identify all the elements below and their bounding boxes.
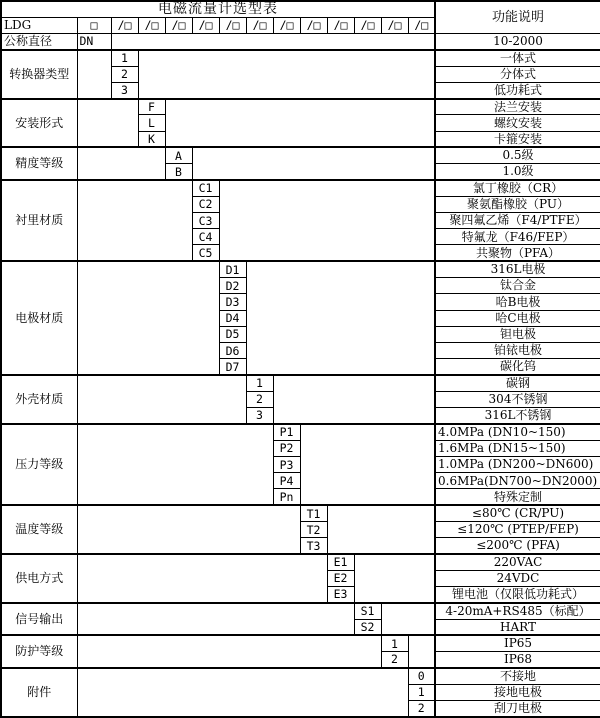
description-cell: 特殊定制 (435, 489, 600, 505)
filler-cell (77, 375, 246, 424)
filler-cell (219, 180, 435, 261)
code-cell: 2 (408, 700, 435, 716)
category-label: 附件 (1, 668, 77, 717)
category-label: 公称直径 (1, 34, 77, 50)
table-row (1, 668, 600, 684)
description-cell: 钛合金 (435, 278, 600, 294)
category-label: 转换器类型 (1, 50, 77, 99)
code-cell: D1 (219, 261, 246, 277)
description-cell: HART (435, 619, 600, 635)
page-title: 电磁流量计选型表 (1, 1, 435, 17)
code-cell: 3 (111, 82, 138, 98)
code-cell: F (138, 99, 165, 115)
category-label: 安装形式 (1, 99, 77, 148)
description-cell: 1.0级 (435, 164, 600, 180)
model-code-slot: /□ (192, 17, 219, 33)
description-cell: 锂电池（仅限低功耗式） (435, 587, 600, 603)
code-cell: 3 (246, 408, 273, 424)
description-cell: ≤120℃ (PTEP/FEP) (435, 522, 600, 538)
filler-cell (77, 261, 219, 375)
description-cell: 316L不锈钢 (435, 408, 600, 424)
description-cell: 聚四氟乙烯（F4/PTFE） (435, 212, 600, 228)
description-cell: 聚氨酯橡胶（PU） (435, 196, 600, 212)
code-cell: T3 (300, 538, 327, 554)
code-cell: S2 (354, 619, 381, 635)
model-code-slot: /□ (219, 17, 246, 33)
description-cell: ≤200℃ (PFA) (435, 538, 600, 554)
filler-cell (77, 99, 138, 148)
filler-cell (77, 603, 354, 636)
description-cell: 碳钢 (435, 375, 600, 391)
description-cell: IP68 (435, 652, 600, 668)
description-cell: 220VAC (435, 554, 600, 570)
code-cell: DN (77, 34, 111, 50)
model-code-slot: /□ (327, 17, 354, 33)
filler-cell (408, 635, 435, 668)
filler-cell (77, 424, 273, 505)
code-cell: Pn (273, 489, 300, 505)
description-cell: 法兰安装 (435, 99, 600, 115)
category-label: 外壳材质 (1, 375, 77, 424)
category-label: 防护等级 (1, 635, 77, 668)
description-cell: 0.6MPa(DN700~DN2000) (435, 473, 600, 489)
filler-cell (77, 668, 408, 717)
filler-cell (77, 635, 381, 668)
table-row (1, 50, 600, 66)
filler-cell (77, 505, 300, 554)
category-label: 精度等级 (1, 147, 77, 180)
model-code-slot: /□ (354, 17, 381, 33)
model-code-slot: /□ (138, 17, 165, 33)
description-cell: 钽电极 (435, 326, 600, 342)
filler-cell (77, 147, 165, 180)
code-cell: P2 (273, 440, 300, 456)
model-code-slot: /□ (273, 17, 300, 33)
filler-cell (273, 375, 435, 424)
model-code-slot: /□ (408, 17, 435, 33)
code-cell: C1 (192, 180, 219, 196)
code-cell: D4 (219, 310, 246, 326)
code-cell: P4 (273, 473, 300, 489)
code-cell: C3 (192, 212, 219, 228)
description-cell: 碳化钨 (435, 359, 600, 375)
description-cell: 哈C电极 (435, 310, 600, 326)
category-label: 温度等级 (1, 505, 77, 554)
description-cell: 铂铱电极 (435, 343, 600, 359)
model-code-slot: /□ (246, 17, 273, 33)
table-row (1, 147, 600, 163)
filler-cell (300, 424, 435, 505)
description-cell: ≤80℃ (CR/PU) (435, 505, 600, 521)
code-cell: C4 (192, 229, 219, 245)
table-row (1, 424, 600, 440)
filler-cell (77, 180, 192, 261)
code-cell: P3 (273, 456, 300, 472)
category-label: 供电方式 (1, 554, 77, 603)
code-cell: B (165, 164, 192, 180)
model-box-slot: □ (77, 17, 111, 33)
code-cell: 2 (111, 66, 138, 82)
filler-cell (138, 50, 435, 99)
code-cell: E2 (327, 570, 354, 586)
code-cell: 2 (246, 391, 273, 407)
description-cell: 低功耗式 (435, 82, 600, 98)
code-cell: 1 (111, 50, 138, 66)
model-code-slot: /□ (381, 17, 408, 33)
table-row (1, 34, 600, 50)
code-cell: E3 (327, 587, 354, 603)
description-cell: 螺纹安装 (435, 115, 600, 131)
code-cell: S1 (354, 603, 381, 619)
code-cell: L (138, 115, 165, 131)
description-cell: 10-2000 (435, 34, 600, 50)
code-cell: D3 (219, 294, 246, 310)
filler-cell (192, 147, 435, 180)
code-cell: P1 (273, 424, 300, 440)
description-cell: 一体式 (435, 50, 600, 66)
code-cell: T2 (300, 522, 327, 538)
code-cell: A (165, 147, 192, 163)
table-row (1, 180, 600, 196)
table-row (1, 99, 600, 115)
model-code-slot: /□ (165, 17, 192, 33)
code-cell: 2 (381, 652, 408, 668)
description-cell: 4-20mA+RS485（标配） (435, 603, 600, 619)
description-cell: 哈B电极 (435, 294, 600, 310)
filler-cell (77, 50, 111, 99)
filler-cell (246, 261, 435, 375)
code-cell: C5 (192, 245, 219, 261)
description-cell: 0.5级 (435, 147, 600, 163)
description-cell: 不接地 (435, 668, 600, 684)
category-label: 压力等级 (1, 424, 77, 505)
filler-cell (77, 554, 327, 603)
model-code-slot: /□ (111, 17, 138, 33)
description-cell: 24VDC (435, 570, 600, 586)
code-cell: 1 (246, 375, 273, 391)
filler-cell (111, 34, 435, 50)
model-prefix-label: LDG (1, 17, 77, 33)
code-cell: C2 (192, 196, 219, 212)
filler-cell (327, 505, 435, 554)
table-row (1, 635, 600, 651)
description-cell: 特氟龙（F46/FEP） (435, 229, 600, 245)
table-row (1, 1, 600, 17)
category-label: 信号输出 (1, 603, 77, 636)
description-cell: 共聚物（PFA） (435, 245, 600, 261)
description-cell: 304不锈钢 (435, 391, 600, 407)
description-cell: 1.6MPa (DN15~150) (435, 440, 600, 456)
table-row (1, 375, 600, 391)
category-label: 电极材质 (1, 261, 77, 375)
category-label: 衬里材质 (1, 180, 77, 261)
description-cell: 接地电极 (435, 684, 600, 700)
model-code-slot: /□ (300, 17, 327, 33)
description-cell: 卡箍安装 (435, 131, 600, 147)
code-cell: 0 (408, 668, 435, 684)
description-cell: 刮刀电极 (435, 700, 600, 716)
filler-cell (165, 99, 435, 148)
code-cell: D6 (219, 343, 246, 359)
code-cell: 1 (381, 635, 408, 651)
code-cell: 1 (408, 684, 435, 700)
code-cell: K (138, 131, 165, 147)
description-cell: 分体式 (435, 66, 600, 82)
filler-cell (381, 603, 435, 636)
description-cell: IP65 (435, 635, 600, 651)
code-cell: D7 (219, 359, 246, 375)
filler-cell (354, 554, 435, 603)
table-row (1, 603, 600, 619)
description-cell: 4.0MPa (DN10~150) (435, 424, 600, 440)
table-row (1, 261, 600, 277)
description-cell: 氯丁橡胶（CR） (435, 180, 600, 196)
function-description-header: 功能说明 (435, 1, 600, 34)
code-cell: E1 (327, 554, 354, 570)
table-row (1, 505, 600, 521)
description-cell: 316L电极 (435, 261, 600, 277)
code-cell: T1 (300, 505, 327, 521)
code-cell: D5 (219, 326, 246, 342)
description-cell: 1.0MPa (DN200~DN600) (435, 456, 600, 472)
table-row (1, 554, 600, 570)
code-cell: D2 (219, 278, 246, 294)
